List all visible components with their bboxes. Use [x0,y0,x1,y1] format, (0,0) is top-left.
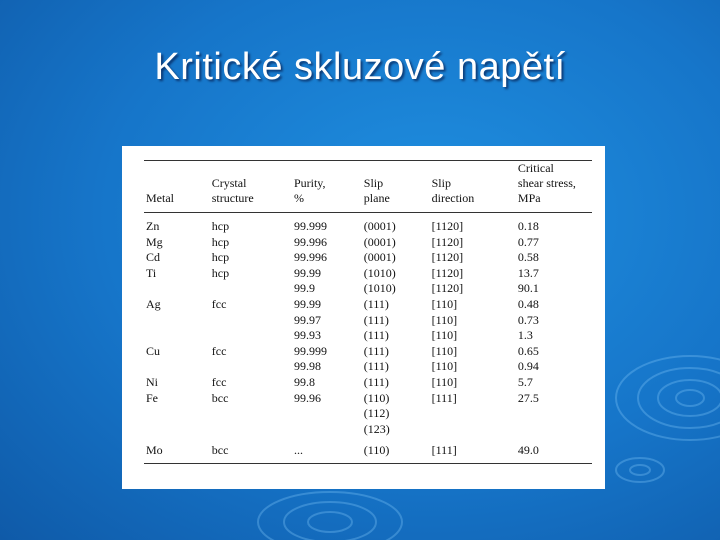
cell-critical-shear-stress: 0.65 [517,343,539,358]
cell-metal: Zn [146,219,160,233]
table-row [144,266,592,282]
cell-critical-shear-stress: 0.94 [517,359,539,374]
cell-critical-shear-stress: 49.0 [516,437,592,463]
cell-critical-shear-stress: 13.7 [517,265,539,280]
table-row [144,437,592,463]
table-row [144,313,592,329]
cell-slip-plane: (1010) [363,265,396,280]
cell-slip-direction: [1120] [431,265,464,280]
cell-metal [144,313,210,329]
cell-slip-direction: [1120] [431,219,464,233]
cell-slip-direction: [110] [431,359,458,374]
cell-slip-direction: [110] [431,374,458,389]
cell-slip-direction [430,422,516,438]
table-row [144,406,592,422]
cell-metal: Mg [146,234,163,249]
cell-slip-plane: (110) [363,390,390,405]
cell-slip-direction: [111] [431,390,457,405]
critical-shear-stress-table [144,160,592,464]
cell-crystal-structure [210,328,292,344]
slide-title: Kritické skluzové napětí [154,46,566,88]
cell-metal: Mo [144,437,210,463]
header-purity: Purity, % [292,161,362,213]
cell-metal: Ni [146,374,158,389]
cell-slip-plane: (1010) [363,281,396,296]
table-row [144,281,592,297]
cell-slip-direction: [110] [431,296,458,311]
cell-slip-plane: (110) [362,437,430,463]
cell-metal [144,281,210,297]
cell-slip-direction: [1120] [431,250,464,265]
cell-critical-shear-stress: 90.1 [517,281,539,296]
table-row [144,213,592,235]
cell-slip-plane: (112) [363,406,390,421]
cell-slip-plane: (0001) [363,250,396,265]
cell-purity: 99.996 [293,234,327,249]
cell-metal: Cd [146,250,161,265]
cell-crystal-structure: fcc [211,343,227,358]
table-row [144,359,592,375]
table-row [144,375,592,391]
cell-critical-shear-stress: 0.77 [517,234,539,249]
cell-purity [292,406,362,422]
header-critical-shear-stress: Critical shear stress, MPa [516,161,592,213]
cell-purity: 99.97 [293,312,321,327]
table-row [144,391,592,407]
cell-slip-plane: (111) [363,359,389,374]
table-row [144,297,592,313]
table-row [144,328,592,344]
cell-critical-shear-stress: 0.18 [517,219,539,233]
cell-slip-plane: (111) [363,343,389,358]
cell-slip-plane: (111) [363,312,389,327]
cell-crystal-structure [210,313,292,329]
cell-slip-direction [430,406,516,422]
cell-purity: 99.8 [293,374,315,389]
table-row [144,235,592,251]
cell-crystal-structure: fcc [211,296,227,311]
cell-slip-direction: [110] [431,312,458,327]
cell-slip-plane: (111) [363,328,389,343]
cell-purity: 99.999 [293,343,327,358]
cell-purity: 99.93 [293,328,321,343]
cell-purity: ... [292,437,362,463]
table-row [144,250,592,266]
cell-purity: 99.996 [293,250,327,265]
cell-purity: 99.96 [293,390,321,405]
cell-metal: Ti [146,265,157,280]
cell-slip-direction: [1120] [431,281,464,296]
table-image [122,146,605,489]
cell-crystal-structure: fcc [211,374,227,389]
cell-slip-plane: (111) [363,296,389,311]
cell-metal [144,406,210,422]
cell-purity [292,422,362,438]
cell-critical-shear-stress: 5.7 [517,374,533,389]
cell-crystal-structure [210,422,292,438]
cell-metal: Cu [146,343,161,358]
cell-purity: 99.98 [293,359,321,374]
cell-slip-direction: [111] [430,437,516,463]
cell-crystal-structure: bcc [211,390,229,405]
cell-critical-shear-stress: 1.3 [517,328,533,343]
table-row [144,344,592,360]
cell-critical-shear-stress: 0.48 [517,296,539,311]
table-row [144,422,592,438]
cell-critical-shear-stress: 0.73 [517,312,539,327]
cell-crystal-structure: hcp [211,234,230,249]
cell-critical-shear-stress [516,406,592,422]
cell-purity: 99.99 [293,296,321,311]
cell-crystal-structure: hcp [211,250,230,265]
cell-slip-plane: (111) [363,374,389,389]
cell-purity: 99.9 [293,281,315,296]
cell-slip-plane: (0001) [363,234,396,249]
cell-crystal-structure: hcp [211,265,230,280]
header-slip-direction: Slip direction [430,161,516,213]
cell-slip-direction: [110] [431,343,458,358]
cell-slip-plane: (123) [363,421,390,436]
header-slip-plane: Slip plane [362,161,430,213]
cell-critical-shear-stress: 27.5 [517,390,539,405]
cell-purity: 99.99 [293,265,321,280]
cell-crystal-structure [210,281,292,297]
cell-metal [144,422,210,438]
cell-metal [144,328,210,344]
cell-slip-direction: [110] [431,328,458,343]
cell-slip-direction: [1120] [431,234,464,249]
cell-crystal-structure: hcp [211,219,230,233]
cell-crystal-structure: bcc [210,437,292,463]
cell-metal: Fe [146,390,158,405]
cell-purity: 99.999 [293,219,327,233]
cell-metal: Ag [146,296,161,311]
cell-metal [144,359,210,375]
cell-crystal-structure [210,406,292,422]
cell-slip-plane: (0001) [363,219,396,233]
cell-critical-shear-stress [516,422,592,438]
cell-critical-shear-stress: 0.58 [517,250,539,265]
header-crystal-structure: Crystal structure [210,161,292,213]
header-metal: Metal [144,161,210,213]
cell-crystal-structure [210,359,292,375]
